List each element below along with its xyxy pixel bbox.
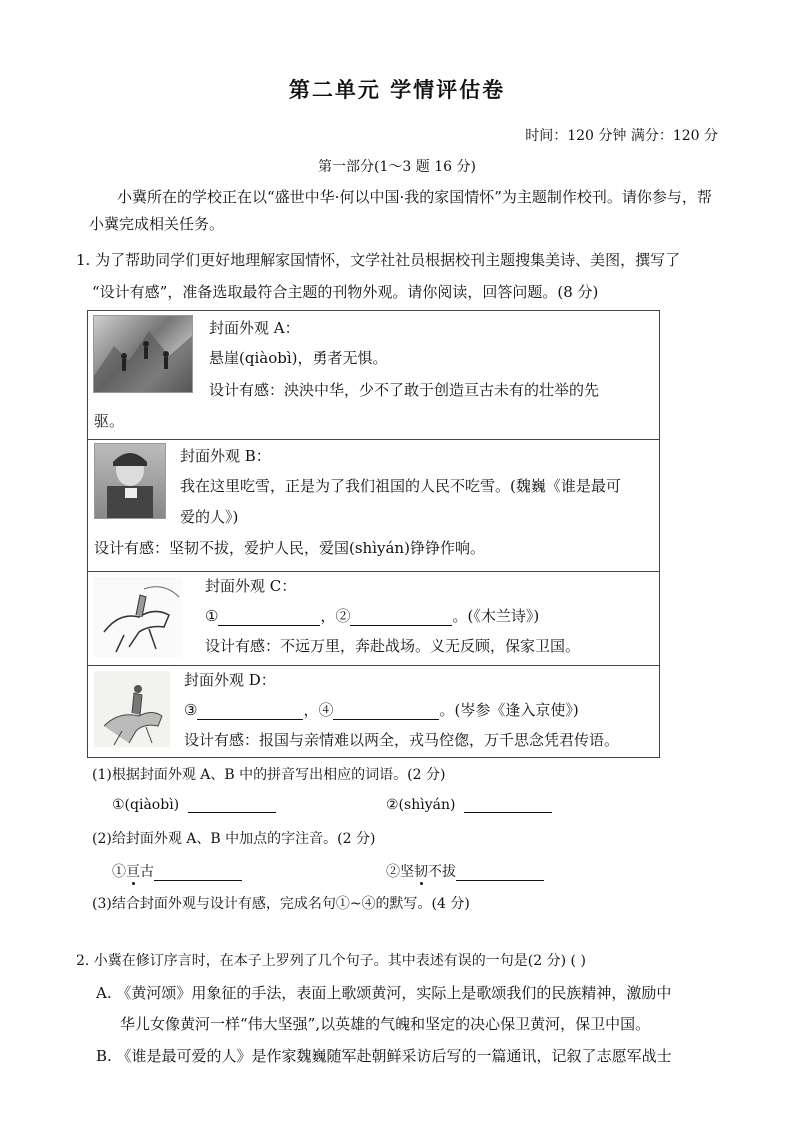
sub2-b-dotted-char: 韧 (414, 864, 428, 880)
intro-paragraph: 小冀所在的学校正在以“盛世中华·何以中国·我的家国情怀”为主题制作校刊。请你参与，帮小冀完成相关任务。 (89, 188, 712, 233)
q1-sub2: (2)给封面外观 A、B 中加点的字注音。(2 分) (92, 831, 376, 847)
cover-d-source: 。(岑参《逢入京使》) (439, 701, 579, 719)
blank-3[interactable] (197, 703, 303, 720)
sub2-b-prefix: ②坚 (386, 864, 414, 880)
cover-d-label: 封面外观 D： (184, 671, 276, 689)
time-score-line: 时间：120 分钟 满分：120 分 (525, 128, 718, 144)
blank-3-mark: ③ (184, 701, 198, 719)
page-title: 第二单元 学情评估卷 (288, 78, 506, 102)
soldier-portrait-image (94, 443, 166, 519)
blank-4-mark: ，④ (303, 701, 334, 719)
sub2-a-dotted-char: 亘 (126, 864, 140, 880)
sub2-a-prefix: ① (112, 864, 126, 880)
cover-b-design: 设计有感：坚韧不拔，爱护人民，爱国(shìyán)铮铮作响。 (94, 539, 485, 557)
cover-d-row (88, 665, 659, 757)
q2-option-a-2: 华儿女像黄河一样“伟大坚强”,以英雄的气魄和坚定的决心保卫黄河，保卫中国。 (120, 1015, 651, 1033)
sub2-b-blank[interactable] (456, 864, 544, 881)
sub2-a-rest: 古 (140, 864, 154, 880)
q2-option-a-1: A. 《黄河颂》用象征的手法，表面上歌颂黄河，实际上是歌颂我们的民族精神，激励中 (96, 984, 672, 1002)
cover-c-label: 封面外观 C： (205, 577, 297, 595)
cover-b-text-2: 爱的人》) (180, 508, 239, 526)
cover-a-design-1: 设计有感：泱泱中华，少不了敢于创造亘古未有的壮举的先 (209, 381, 600, 399)
sub1-b-prompt: ②(shìyán) (386, 797, 456, 813)
blank-1[interactable] (218, 609, 320, 626)
blank-1-mark: ① (205, 607, 219, 625)
sub1-a-prompt: ①(qiàobì) (112, 797, 180, 813)
horse-rider-sketch-image (94, 577, 182, 657)
cover-c-blanks (205, 605, 539, 626)
q2-option-b-1: B. 《谁是最可爱的人》是作家魏巍随军赴朝鲜采访后写的一篇通讯，记叙了志愿军战士 (96, 1047, 672, 1065)
part1-heading: 第一部分(1～3 题 16 分) (318, 159, 476, 175)
q1-sub3: (3)结合封面外观与设计有感，完成名句①~④的默写。(4 分) (92, 896, 470, 912)
q1-sub1-b (386, 796, 552, 813)
blank-2[interactable] (350, 609, 452, 626)
cover-c-row (88, 571, 659, 666)
cover-a-text: 悬崖(qiàobì)，勇者无惧。 (209, 349, 388, 367)
mountain-climbers-image (93, 315, 193, 393)
cover-d-design: 设计有感：报国与亲情难以两全，戎马倥偬，万千思念凭君传语。 (184, 731, 620, 749)
cover-b-label: 封面外观 B： (180, 447, 271, 465)
cover-c-design: 设计有感：不远万里，奔赴战场。义无反顾，保家卫国。 (205, 637, 581, 655)
q1-stem-line1: 1. 为了帮助同学们更好地理解家国情怀，文学社社员根据校刊主题搜集美诗、美图，撰写了 (76, 251, 681, 269)
sub2-a-blank[interactable] (154, 864, 242, 881)
covers-table (87, 310, 660, 758)
blank-4[interactable] (333, 703, 439, 720)
cover-c-source: 。(《木兰诗》) (452, 607, 540, 625)
cover-a-row (88, 311, 659, 440)
sub1-b-blank[interactable] (464, 796, 552, 813)
q1-sub1: (1)根据封面外观 A、B 中的拼音写出相应的词语。(2 分) (92, 767, 446, 783)
q2-stem: 2. 小冀在修订序言时，在本子上罗列了几个句子。其中表述有误的一句是(2 分) ( ) (76, 953, 586, 969)
cover-a-label: 封面外观 A： (209, 319, 300, 337)
sub1-a-blank[interactable] (188, 796, 276, 813)
sub2-b-rest: 不拔 (428, 864, 456, 880)
q1-sub2-b (386, 861, 544, 881)
cover-b-text-1: 我在这里吃雪，正是为了我们祖国的人民不吃雪。(魏巍《谁是最可 (180, 477, 621, 495)
q1-sub1-a (112, 796, 276, 813)
cover-a-design-2: 驱。 (94, 412, 125, 430)
q1-sub2-a (112, 861, 242, 881)
blank-2-mark: ，② (320, 607, 351, 625)
horse-rider-painting-image (94, 671, 170, 747)
cover-b-row (88, 439, 659, 572)
q1-stem-line2: “设计有感”，准备选取最符合主题的刊物外观。请你阅读，回答问题。(8 分) (92, 283, 599, 301)
cover-d-blanks (184, 699, 579, 720)
